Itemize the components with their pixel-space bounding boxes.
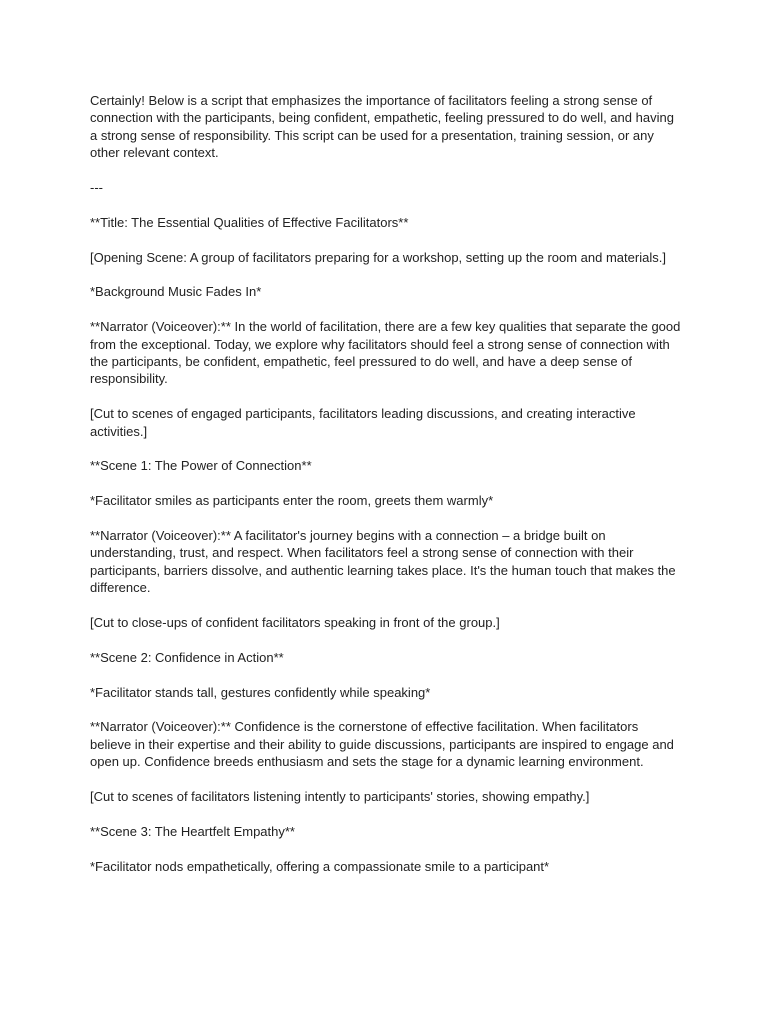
music-cue: *Background Music Fades In* [90,284,262,300]
cut-to-closeups-direction: [Cut to close-ups of confident facilitators speaking in front of the group.] [90,615,500,631]
scene-1-narration: **Narrator (Voiceover):** A facilitator's journey begins with a connection – a bridge built on understanding, trust, and respect. When facilitators feel a strong sense of connection with their participants, barriers dissolve, and authentic learning takes place. It's the human touch that makes the difference. [90,528,676,596]
script-title: **Title: The Essential Qualities of Effective Facilitators** [90,214,409,230]
scene-2-narration: **Narrator (Voiceover):** Confidence is the cornerstone of effective facilitation. When facilitators believe in their expertise and their ability to guide discussions, participants are inspired to engage and open up. Confidence breeds enthusiasm and sets the stage for a dynamic learning environment. [90,719,674,770]
cut-to-participants-direction: [Cut to scenes of engaged participants, facilitators leading discussions, and creating interactive activities.] [90,406,636,439]
scene-1-action: *Facilitator smiles as participants enter the room, greets them warmly* [90,493,494,509]
scene-2-action: *Facilitator stands tall, gestures confidently while speaking* [90,684,431,700]
opening-scene-direction: [Opening Scene: A group of facilitators preparing for a workshop, setting up the room and materials.] [90,249,666,265]
document-body [90,92,682,892]
scene-3-heading: **Scene 3: The Heartfelt Empathy** [90,823,295,839]
narrator-intro: **Narrator (Voiceover):** In the world of facilitation, there are a few key qualities that separate the good from the exceptional. Today, we explore why facilitators should feel a strong sense of connection with the participants, be confident, empathetic, feel pressured to do well, and have a deep sense of responsibility. [90,319,681,387]
intro-paragraph: Certainly! Below is a script that emphasizes the importance of facilitators feeling a strong sense of connection with the participants, being confident, empathetic, feeling pressured to do well, and having a strong sense of responsibility. This script can be used for a presentation, training session, or any other relevant context. [90,93,674,161]
separator-line: --- [90,180,103,196]
scene-3-action: *Facilitator nods empathetically, offering a compassionate smile to a participant* [90,858,550,874]
scene-2-heading: **Scene 2: Confidence in Action** [90,649,284,665]
cut-to-empathy-direction: [Cut to scenes of facilitators listening intently to participants' stories, showing empathy.] [90,789,590,805]
scene-1-heading: **Scene 1: The Power of Connection** [90,458,312,474]
